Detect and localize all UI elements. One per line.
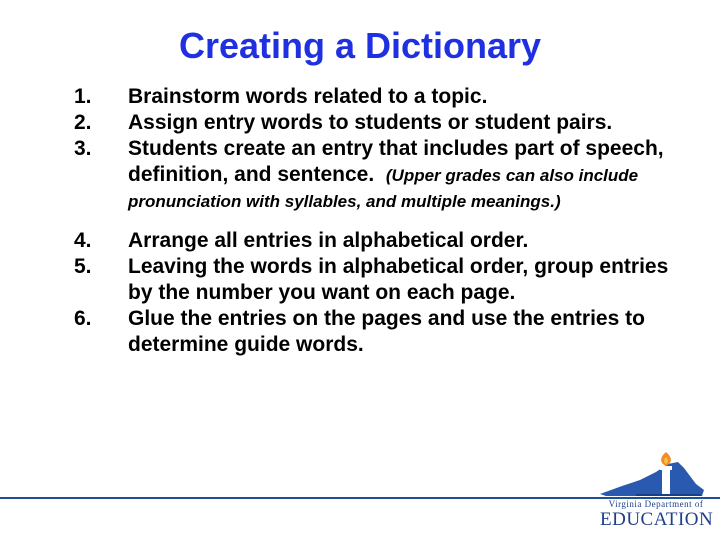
item-number: 5. [74,255,92,278]
list-item [0,228,720,254]
logo-education: EDUCATION [600,509,714,530]
item-text: Glue the entries on the pages and use the entries to determine guide words. [128,307,645,356]
item-text: Leaving the words in alphabetical order, group entries by the number you want on each page. [128,255,669,304]
item-text: Assign entry words to students or student pairs. [128,111,613,134]
item-number: 3. [74,137,92,160]
item-number: 4. [74,229,92,252]
list-item [0,84,720,110]
logo-department: Virginia Department of [608,499,704,509]
logo-text [600,498,712,530]
item-number: 6. [74,307,92,330]
list-item [0,306,720,358]
item-number: 2. [74,111,92,134]
item-note: (Upper grades can also include pronunciation with syllables, and multiple meanings.) [128,166,639,211]
item-number: 1. [74,85,92,108]
list-item [0,136,720,214]
item-text-with-note [128,136,698,214]
list-item [0,110,720,136]
list-item [0,254,720,306]
steps-list [0,84,720,358]
item-text: Arrange all entries in alphabetical order. [128,229,529,252]
item-text: Students create an entry that includes part of speech, definition, and sentence. [128,137,664,186]
slide-title: Creating a Dictionary [178,25,542,66]
item-text: Brainstorm words related to a topic. [128,85,488,108]
